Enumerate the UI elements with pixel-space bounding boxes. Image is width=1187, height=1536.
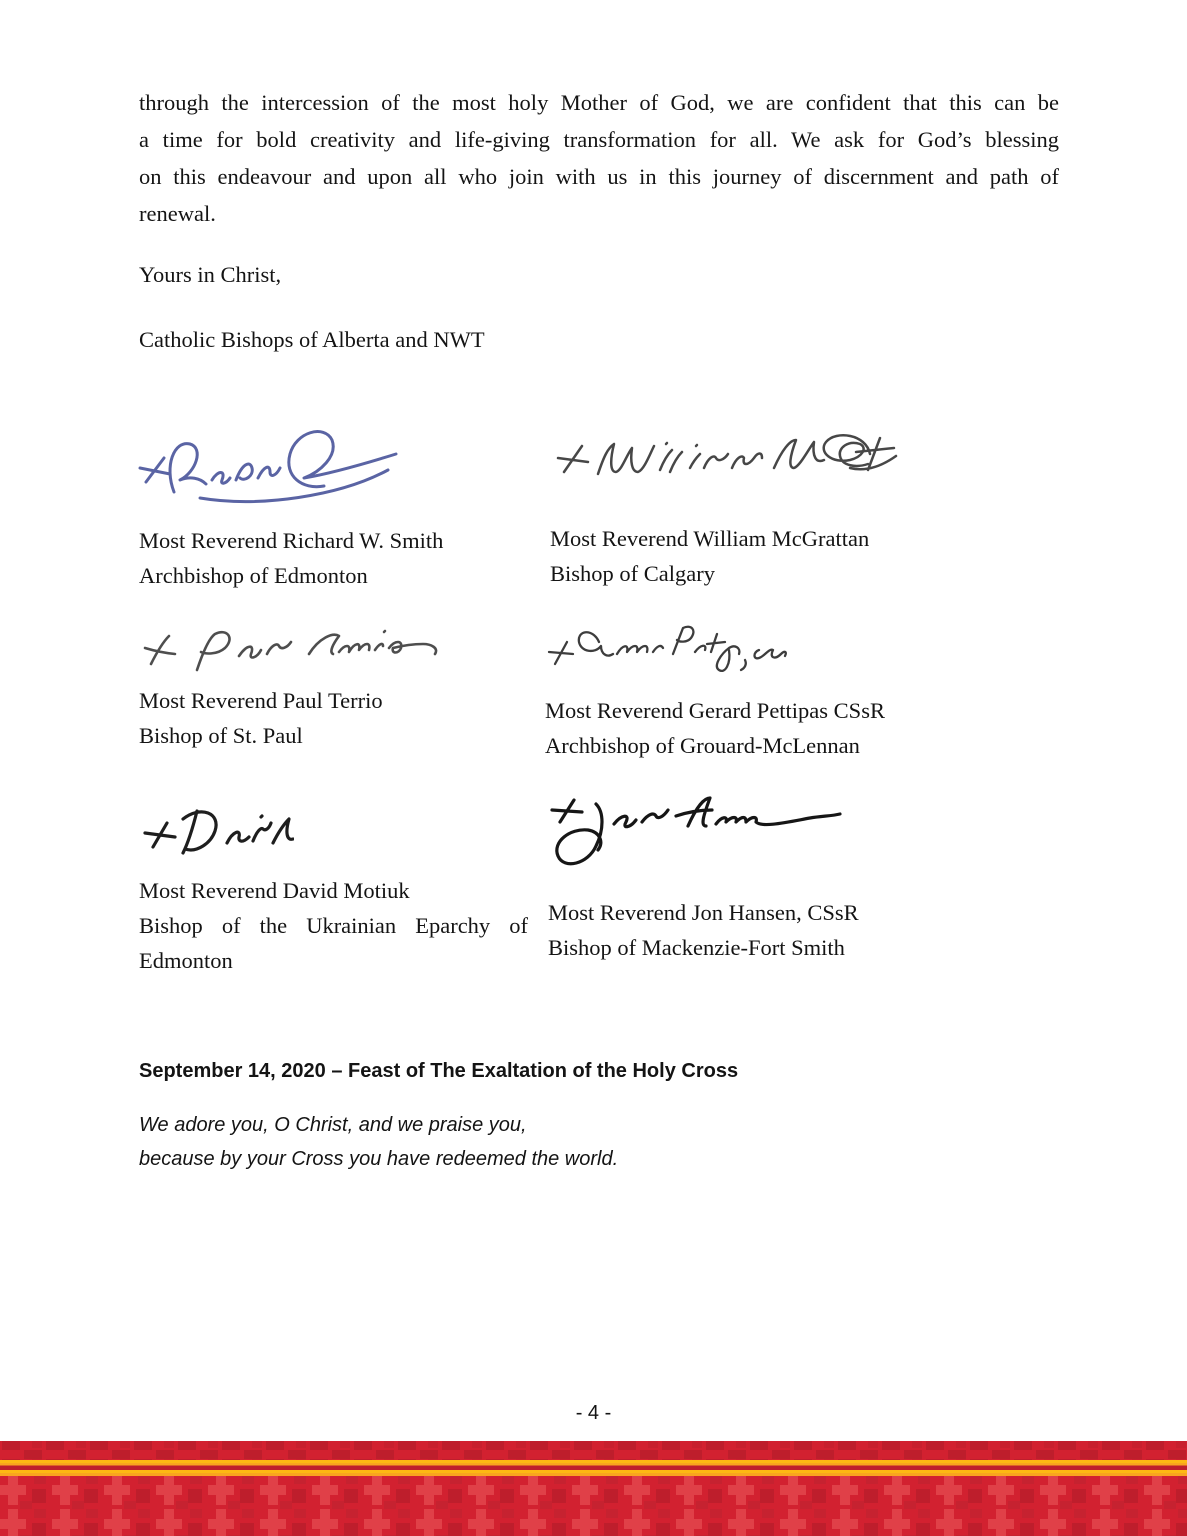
page-number: - 4 -	[575, 1402, 612, 1424]
signature-block-david-motiuk	[139, 795, 528, 978]
body-line: a time for bold creativity and life-giving transformation for all. We ask for God’s blessing	[139, 127, 1059, 152]
body-line: on this endeavour and upon all who join with us in this journey of discernment and path of	[139, 164, 1059, 189]
signature-block-william-mcgrattan	[550, 424, 900, 591]
signatory-title: Bishop of Calgary	[550, 561, 715, 586]
signatory-name: Most Reverend Richard W. Smith	[139, 528, 444, 553]
signatory-group-name: Catholic Bishops of Alberta and NWT	[139, 327, 485, 352]
signature-block-jon-hansen	[548, 790, 859, 965]
signature-block-gerard-pettipas	[545, 622, 885, 763]
prayer-line: because by your Cross you have redeemed the world.	[139, 1148, 619, 1170]
signatory-name: Most Reverend David Motiuk	[139, 878, 410, 903]
signatory-title: Archbishop of Edmonton	[139, 563, 368, 588]
decorative-border-bottom	[0, 1441, 1187, 1536]
signatory-title: Archbishop of Grouard-McLennan	[545, 733, 860, 758]
body-line: through the intercession of the most holy Mother of God, we are confident that this can be	[139, 90, 1059, 115]
signature-william-mcgrattan-image	[550, 424, 900, 496]
prayer-line: We adore you, O Christ, and we praise you,	[139, 1114, 527, 1136]
signature-block-richard-w-smith	[128, 410, 443, 593]
signatory-name: Most Reverend Gerard Pettipas CSsR	[545, 698, 885, 723]
signature-gerard-pettipas-image	[545, 622, 790, 684]
signatory-title: Bishop of Mackenzie-Fort Smith	[548, 935, 845, 960]
body-line: renewal.	[139, 201, 216, 226]
closing-salutation: Yours in Christ,	[139, 262, 282, 287]
signatory-name: Most Reverend William McGrattan	[550, 526, 870, 551]
prayer-text	[139, 1108, 618, 1176]
body-paragraph	[139, 84, 1059, 232]
signatory-title-line: Bishop of the Ukrainian Eparchy of	[139, 913, 528, 938]
feast-date-line: September 14, 2020 – Feast of The Exaltation of the Holy Cross	[139, 1060, 739, 1082]
signature-david-motiuk-image	[139, 795, 294, 871]
signature-paul-terrio-image	[139, 622, 449, 676]
signatory-title	[139, 908, 528, 978]
signatory-title-line: Edmonton	[139, 948, 233, 973]
signatory-title: Bishop of St. Paul	[139, 723, 303, 748]
signature-richard-w-smith-image	[128, 410, 418, 515]
signature-jon-hansen-image	[548, 790, 845, 885]
signatory-name: Most Reverend Paul Terrio	[139, 688, 383, 713]
signatory-name: Most Reverend Jon Hansen, CSsR	[548, 900, 859, 925]
signature-block-paul-terrio	[139, 622, 449, 753]
